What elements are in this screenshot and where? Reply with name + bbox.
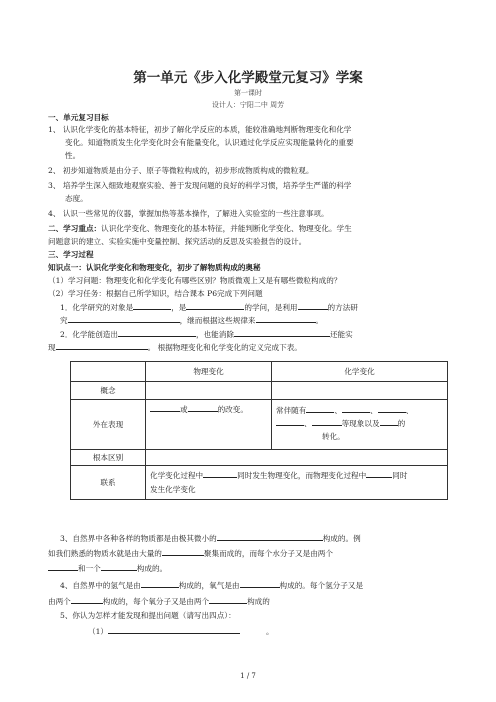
knowledge-point-1: 知识点一：认识化学变化和物理变化，初步了解物质构成的奥秘	[48, 263, 261, 272]
row-root-label: 根本区别	[71, 450, 146, 466]
designer-line: 设计人：宁阳二中 周芳	[211, 101, 285, 109]
p3-line1	[60, 533, 361, 543]
page-number: 1 / 7	[240, 672, 256, 680]
blank-hydrogen-gas[interactable]	[141, 580, 179, 588]
chem-ext-text-c: 的	[397, 419, 406, 428]
blank-particles[interactable]	[217, 533, 323, 541]
blank-hydrogen-atoms[interactable]	[48, 563, 78, 571]
p3-text-f: 构成的。	[136, 564, 168, 573]
chem-ext-sep-2: 、	[369, 406, 378, 415]
goal1-line1: 1、 认识化学变化的基本特征，初步了解化学反应的本质，能较准确地判断物理变化和化学	[48, 125, 352, 134]
blank-relation-1[interactable]	[203, 470, 237, 478]
item2-text-c: 还能实	[329, 330, 353, 339]
blank-create[interactable]	[118, 329, 196, 337]
concept-chemical-cell[interactable]	[272, 382, 448, 400]
p4-line1	[60, 580, 363, 590]
blank-chem-energy[interactable]	[380, 418, 398, 426]
relation-cell	[146, 466, 448, 500]
root-difference-cell[interactable]	[146, 450, 448, 466]
item2-text-e: 。 根据物理变化和化学变化的定义完成下表。	[147, 343, 302, 352]
lesson-label: 第一课时	[234, 89, 262, 97]
p3-text-d: 聚集而成的，而每个水分子又是由两个	[203, 549, 333, 558]
item1-text-g: 。	[315, 316, 324, 325]
blank-phys-state[interactable]	[150, 404, 180, 412]
relation-text-a: 化学变化过程中	[150, 470, 204, 480]
relation-text-d: 发生化学变化	[150, 484, 196, 494]
goal2: 2、 初步知道物质是由分子、原子等微粒构成的，初步形成物质构成的微粒观。	[48, 166, 314, 175]
blank-chem-2[interactable]	[342, 405, 370, 413]
item1-text-f: ，继而根据这些规律来	[179, 316, 256, 325]
p3-text-a: 3、自然界中各种各样的物质都是由极其微小的	[60, 534, 217, 543]
item1-line2	[60, 315, 323, 325]
chem-ext-sep-1: 、	[334, 406, 342, 415]
blank-chem-4[interactable]	[276, 418, 304, 426]
blank-chem-1[interactable]	[306, 405, 334, 413]
goal3-line1: 3、 培养学生深入细致地观察实验、善于发现问题的良好的科学习惯，培养学生严谨的科学	[48, 181, 352, 190]
blank-study-target[interactable]	[68, 315, 180, 323]
external-chemical-cell	[272, 400, 448, 450]
phys-ext-text-b: 的改变。	[217, 405, 248, 414]
blank-chem-5[interactable]	[312, 418, 342, 426]
item1-text-d: 的方法研	[327, 303, 358, 312]
p3-text-b: 构成的。例	[322, 534, 361, 543]
blank-phys-shape[interactable]	[188, 404, 218, 412]
relation-text-c: 同时	[392, 470, 408, 480]
blank-h-atoms[interactable]	[71, 596, 103, 604]
section2-heading: 二、学习重点：	[48, 224, 102, 233]
section2-line1	[48, 224, 352, 233]
blank-answer-1[interactable]	[108, 626, 240, 634]
p4-line2	[48, 596, 270, 606]
learning-task: （2）学习任务：根据自己所学知识，结合课本 P6完成下列问题	[48, 289, 263, 298]
blank-relation-2[interactable]	[366, 470, 392, 478]
table-corner	[71, 362, 146, 382]
row-relation-label: 联系	[71, 466, 146, 500]
goal1-line3: 性。	[65, 151, 81, 160]
blank-research-object[interactable]	[133, 302, 171, 310]
p4-text-b: 构成的，氧气是由	[178, 581, 240, 590]
p5-answer-1	[88, 626, 274, 636]
blank-discipline[interactable]	[186, 302, 244, 310]
section1-heading: 一、单元复习目标	[48, 113, 109, 122]
blank-eliminate[interactable]	[234, 329, 330, 337]
chem-ext-text-d: 转化。	[322, 432, 345, 441]
blank-method[interactable]	[298, 302, 328, 310]
p4-text-d: 由两个	[48, 597, 71, 606]
p3-line2	[48, 548, 333, 558]
item2-text-b: ，也能消除	[196, 330, 234, 339]
chem-ext-text-b: 等现象以及	[341, 419, 380, 428]
item2-line1	[60, 329, 353, 339]
blank-oxygen-atom[interactable]	[101, 563, 137, 571]
p4-text-a: 4、自然界中的氢气是由	[60, 581, 141, 590]
concept-physical-cell[interactable]	[146, 382, 272, 400]
p5-line: 5、你认为怎样才能发现和提出问题（请写出四点）：	[60, 611, 236, 620]
learning-question: （1）学习问题：物理变化和化学变化有哪些区别？物质微观上又是有哪些微粒构成的？	[48, 276, 342, 285]
p3-text-c: 如我们熟悉的物质水就是由大量的	[48, 549, 162, 558]
item2-text-a: 2．化学能创造出	[60, 330, 118, 339]
goal4: 4、 认识一些常见的仪器，掌握加热等基本操作，了解进入实验室的一些注意事项。	[48, 209, 329, 218]
blank-water-molecules[interactable]	[162, 548, 204, 556]
blank-apply[interactable]	[256, 315, 316, 323]
item1-text-e: 究	[60, 316, 68, 325]
p4-text-e: 构成的，每个氧分子又是由两个	[102, 597, 210, 606]
p4-text-f: 构成的	[247, 597, 270, 606]
row-concept-label: 概念	[71, 382, 146, 400]
goal1-line2: 变化。知道物质发生化学变化时会有能量变化，认识通过化学反应实现能量转化的重要	[65, 138, 354, 147]
section2-text2: 问题意识的建立、实验实施中变量控制、探究活动的反思及实验报告的设计。	[48, 237, 307, 246]
section3-heading: 三、学习过程	[48, 250, 94, 259]
blank-realize[interactable]	[56, 342, 148, 350]
item1-text-c: 的学问，是利用	[244, 303, 298, 312]
row-external-label: 外在表现	[71, 400, 146, 450]
item1-line1	[60, 302, 358, 312]
item1-text-b: ，是	[171, 303, 187, 312]
p4-text-c: 构成的。每个氢分子又是	[279, 581, 364, 590]
item2-line2	[48, 342, 302, 352]
blank-o-atoms[interactable]	[209, 596, 247, 604]
p5-1-end: 。	[266, 627, 274, 636]
blank-oxygen-gas[interactable]	[240, 580, 280, 588]
item2-text-d: 现	[48, 343, 56, 352]
external-physical-cell	[146, 400, 272, 450]
goal3-line2: 态度。	[65, 194, 88, 203]
item1-text-a: 1．化学研究的对象是	[60, 303, 134, 312]
chem-ext-text-a: 常伴随有	[276, 406, 307, 415]
section2-text1: 认识化学变化、物理变化的基本特征，并能判断化学变化、物理变化。学生	[101, 224, 352, 233]
p3-line3	[48, 563, 167, 573]
p5-1-label: （1）	[88, 627, 109, 636]
change-comparison-table	[70, 361, 448, 500]
p3-text-e: 和一个	[78, 564, 101, 573]
phys-ext-text-a: 或	[180, 405, 188, 414]
relation-text-b: 同时发生物理变化，而物理变化过程中	[237, 470, 367, 480]
document-title: 第一单元《步入化学殿堂元复习》学案	[133, 70, 363, 86]
chem-ext-sep-3: 、	[405, 406, 414, 415]
header-physical-change: 物理变化	[146, 362, 272, 382]
header-chemical-change: 化学变化	[272, 362, 448, 382]
blank-chem-3[interactable]	[378, 405, 406, 413]
chem-ext-sep-4: 、	[304, 419, 312, 428]
